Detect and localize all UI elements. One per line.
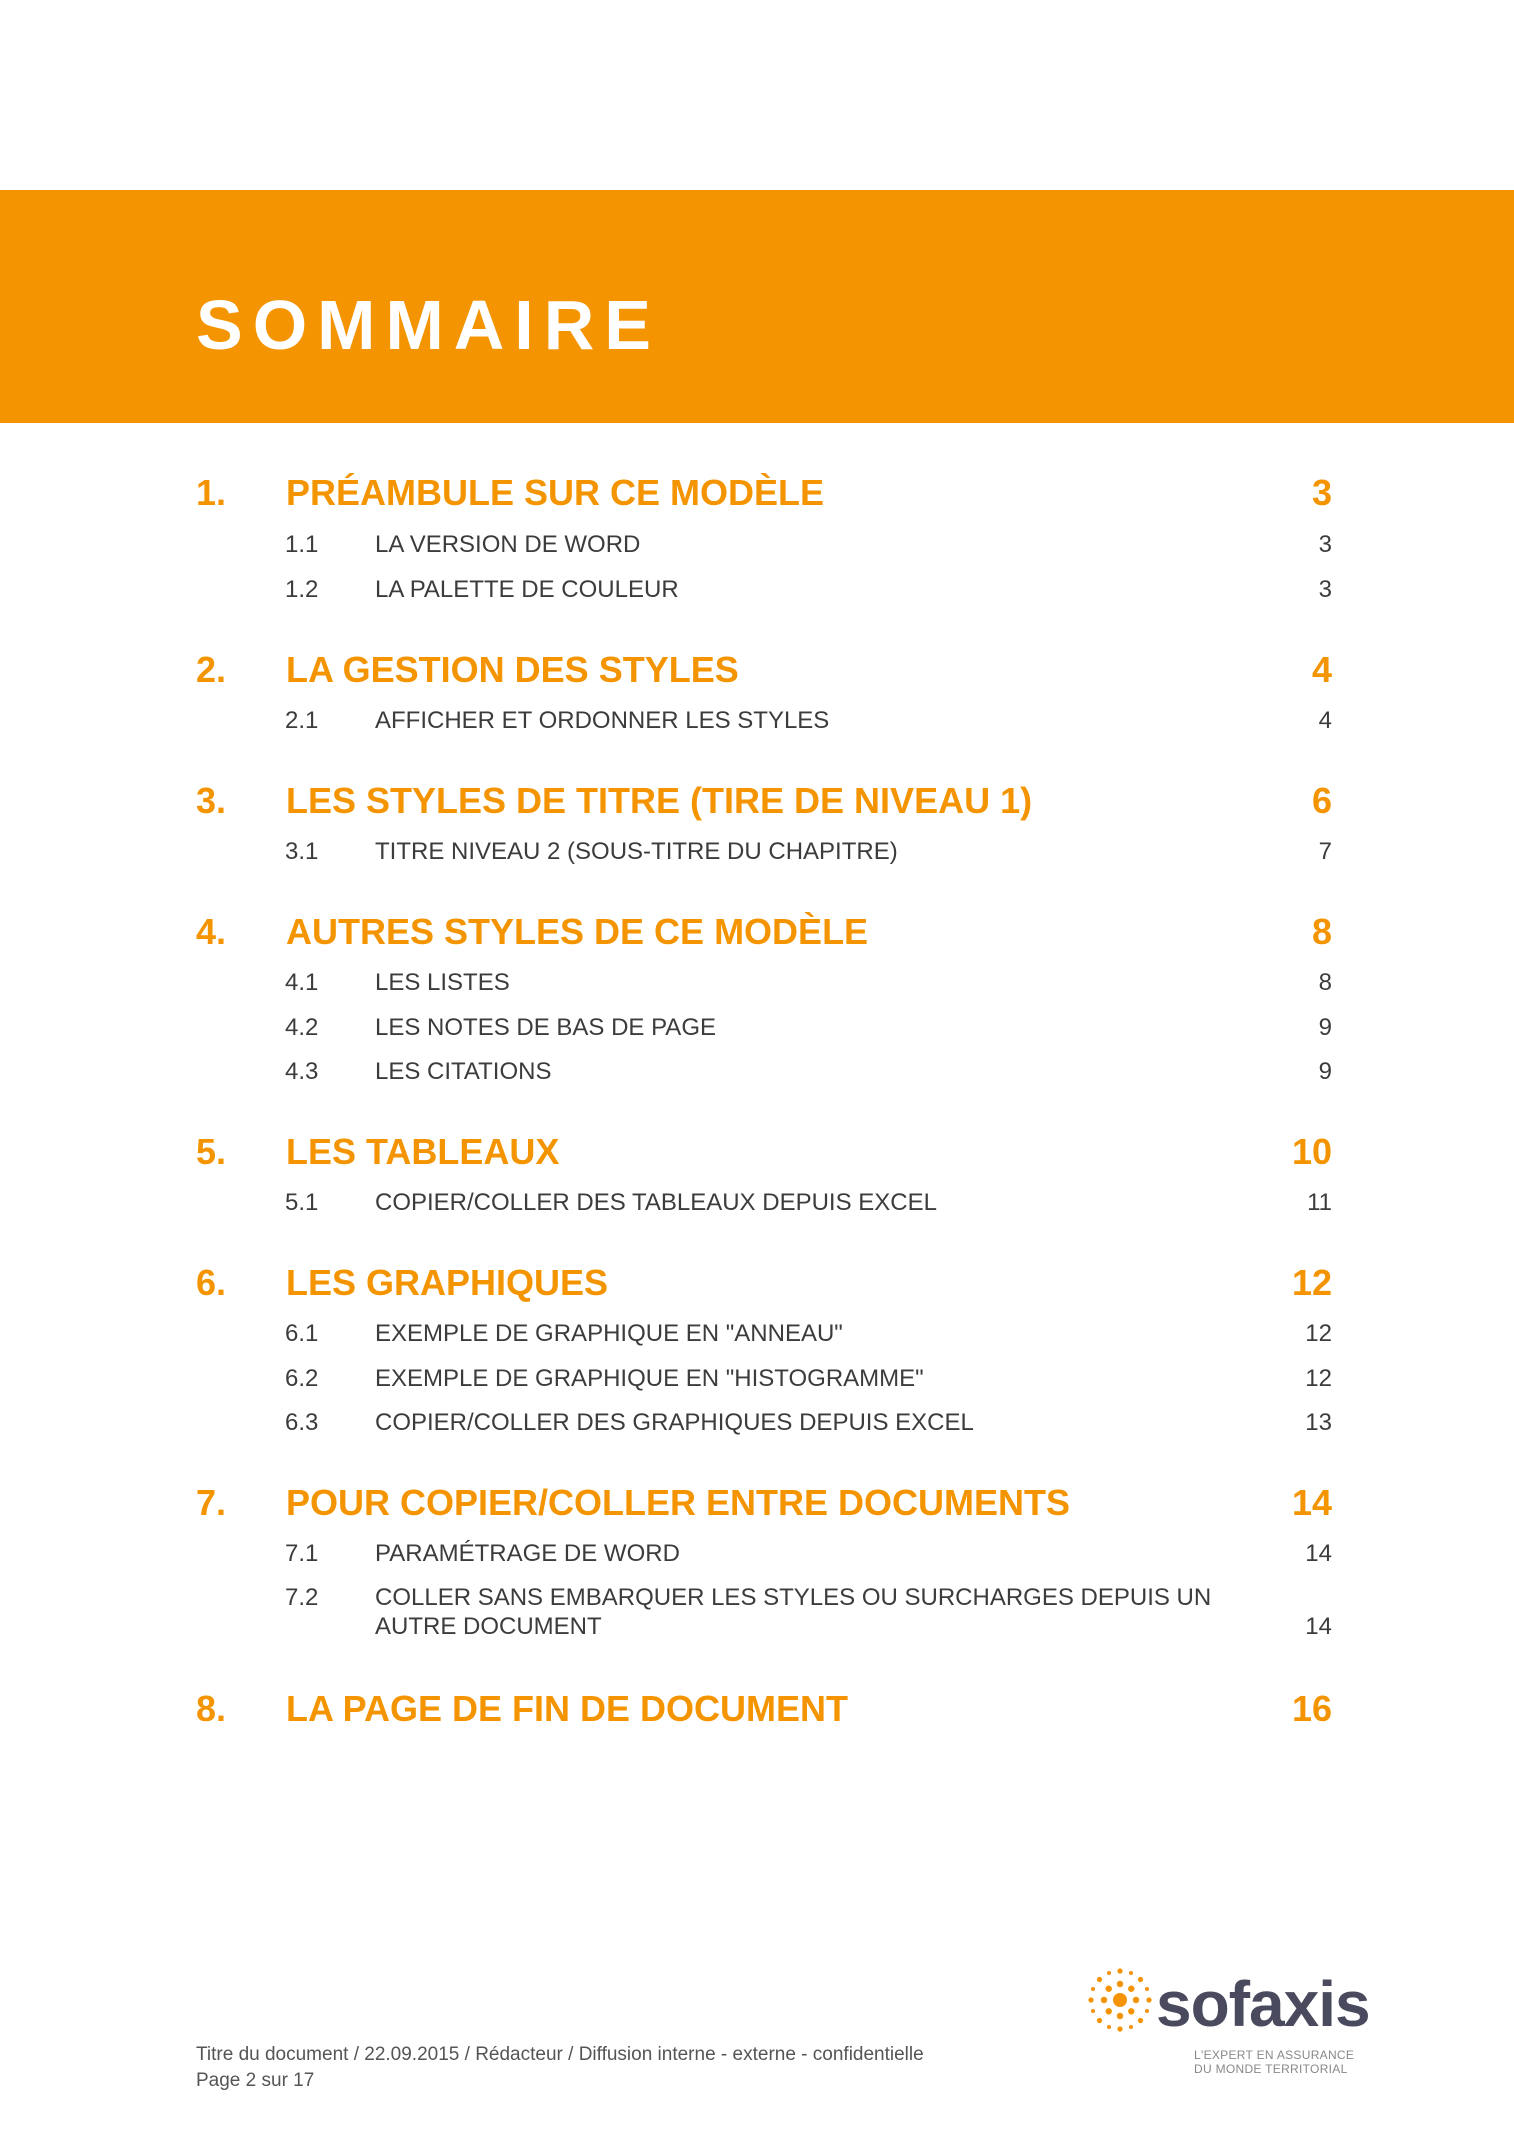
toc-section-2[interactable] xyxy=(0,645,1514,695)
toc-subsection-page: 3 xyxy=(1318,576,1332,603)
toc-subsection-title: LES NOTES DE BAS DE PAGE xyxy=(375,1014,716,1041)
toc-subsection-number: 7.1 xyxy=(285,1540,319,1567)
toc-section-page: 16 xyxy=(1291,1688,1332,1729)
toc-section-page: 6 xyxy=(1311,780,1332,821)
toc-subsection-4-2[interactable] xyxy=(0,1013,1514,1042)
toc-subsection-page: 12 xyxy=(1305,1320,1332,1347)
toc-subsection-5-1[interactable] xyxy=(0,1188,1514,1217)
toc-section-6[interactable] xyxy=(0,1258,1514,1308)
toc-section-number: 4. xyxy=(196,911,227,952)
toc-section-4[interactable] xyxy=(0,907,1514,957)
toc-subsection-title: LES LISTES xyxy=(375,969,510,996)
toc-subsection-page: 9 xyxy=(1318,1014,1332,1041)
toc-section-page: 10 xyxy=(1291,1131,1332,1172)
toc-section-page: 14 xyxy=(1291,1482,1332,1523)
toc-section-title: LES STYLES DE TITRE (TIRE DE NIVEAU 1) xyxy=(286,780,1033,821)
toc-subsection-number: 2.1 xyxy=(285,707,319,734)
footer-page-number: Page 2 sur 17 xyxy=(196,2070,315,2091)
toc-subsection-number: 1.1 xyxy=(285,531,319,558)
toc-subsection-number: 6.3 xyxy=(285,1409,319,1436)
toc-subsection-1-2[interactable] xyxy=(0,575,1514,604)
toc-subsection-title: TITRE NIVEAU 2 (SOUS-TITRE DU CHAPITRE) xyxy=(375,838,898,865)
footer-document-info: Titre du document / 22.09.2015 / Rédacteur / Diffusion interne - externe - confidentielle xyxy=(196,2044,924,2065)
toc-subsection-4-1[interactable] xyxy=(0,968,1514,997)
toc-subsection-page: 13 xyxy=(1305,1409,1332,1436)
toc-subsection-4-3[interactable] xyxy=(0,1057,1514,1086)
toc-section-title: POUR COPIER/COLLER ENTRE DOCUMENTS xyxy=(286,1482,1071,1523)
toc-subsection-page: 3 xyxy=(1318,531,1332,558)
toc-section-number: 2. xyxy=(196,649,227,690)
toc-subsection-title: COPIER/COLLER DES GRAPHIQUES DEPUIS EXCEL xyxy=(375,1409,974,1436)
logo-tagline: DU MONDE TERRITORIAL xyxy=(1194,2062,1348,2076)
toc-subsection-title: PARAMÉTRAGE DE WORD xyxy=(375,1540,680,1567)
toc-section-title: LA PAGE DE FIN DE DOCUMENT xyxy=(286,1688,849,1729)
toc-subsection-page: 11 xyxy=(1307,1189,1332,1216)
toc-section-title: PRÉAMBULE SUR CE MODÈLE xyxy=(286,472,825,513)
toc-subsection-title: COLLER SANS EMBARQUER LES STYLES OU SURCHARGES DEPUIS UN AUTRE DOCUMENT xyxy=(375,1584,1212,1640)
toc-section-1[interactable] xyxy=(0,468,1514,518)
page-title: SOMMAIRE xyxy=(196,286,661,364)
toc-subsection-number: 4.3 xyxy=(285,1058,319,1085)
toc-subsection-number: 7.2 xyxy=(285,1584,319,1611)
toc-subsection-6-1[interactable] xyxy=(0,1319,1514,1348)
toc-subsection-3-1[interactable] xyxy=(0,837,1514,866)
toc-subsection-page: 14 xyxy=(1305,1540,1332,1567)
toc-subsection-number: 5.1 xyxy=(285,1189,319,1216)
toc-section-page: 3 xyxy=(1311,472,1332,513)
toc-subsection-number: 1.2 xyxy=(285,576,319,603)
sun-logo-icon xyxy=(1082,1962,1158,2038)
toc-section-page: 12 xyxy=(1291,1262,1332,1303)
toc-subsection-page: 7 xyxy=(1318,838,1332,865)
toc-section-5[interactable] xyxy=(0,1127,1514,1177)
toc-subsection-number: 4.2 xyxy=(285,1014,319,1041)
toc-subsection-title: EXEMPLE DE GRAPHIQUE EN "ANNEAU" xyxy=(375,1320,843,1347)
toc-section-page: 4 xyxy=(1311,649,1332,690)
toc-section-title: LES TABLEAUX xyxy=(286,1131,560,1172)
toc-section-title: LES GRAPHIQUES xyxy=(286,1262,609,1303)
toc-subsection-6-2[interactable] xyxy=(0,1364,1514,1393)
toc-subsection-number: 6.2 xyxy=(285,1365,319,1392)
toc-subsection-page: 12 xyxy=(1305,1365,1332,1392)
toc-subsection-2-1[interactable] xyxy=(0,706,1514,735)
toc-subsection-7-2[interactable] xyxy=(0,1583,1514,1641)
toc-section-3[interactable] xyxy=(0,776,1514,826)
toc-subsection-number: 6.1 xyxy=(285,1320,319,1347)
toc-subsection-number: 4.1 xyxy=(285,969,319,996)
toc-subsection-page: 4 xyxy=(1318,707,1332,734)
toc-section-number: 8. xyxy=(196,1688,227,1729)
toc-subsection-title: EXEMPLE DE GRAPHIQUE EN "HISTOGRAMME" xyxy=(375,1365,924,1392)
toc-subsection-title: AFFICHER ET ORDONNER LES STYLES xyxy=(375,707,830,734)
toc-section-title: LA GESTION DES STYLES xyxy=(286,649,739,690)
toc-subsection-page: 14 xyxy=(1305,1613,1332,1640)
toc-subsection-page: 8 xyxy=(1318,969,1332,996)
toc-section-page: 8 xyxy=(1311,911,1332,952)
toc-section-number: 5. xyxy=(196,1131,227,1172)
toc-subsection-title: LA VERSION DE WORD xyxy=(375,531,641,558)
toc-section-number: 7. xyxy=(196,1482,227,1523)
toc-subsection-title: LES CITATIONS xyxy=(375,1058,552,1085)
toc-subsection-title: LA PALETTE DE COULEUR xyxy=(375,576,679,603)
toc-subsection-page: 9 xyxy=(1318,1058,1332,1085)
toc-section-number: 6. xyxy=(196,1262,227,1303)
logo-tagline: L'EXPERT EN ASSURANCE xyxy=(1194,2048,1355,2062)
toc-subsection-number: 3.1 xyxy=(285,838,319,865)
toc-section-8[interactable] xyxy=(0,1684,1514,1734)
logo-wordmark: sofaxis xyxy=(1156,1968,1370,2040)
toc-subsection-title: COPIER/COLLER DES TABLEAUX DEPUIS EXCEL xyxy=(375,1189,937,1216)
toc-section-number: 3. xyxy=(196,780,227,821)
toc-subsection-7-1[interactable] xyxy=(0,1539,1514,1568)
toc-section-7[interactable] xyxy=(0,1478,1514,1528)
toc-subsection-1-1[interactable] xyxy=(0,530,1514,559)
toc-section-title: AUTRES STYLES DE CE MODÈLE xyxy=(286,911,869,952)
toc-subsection-6-3[interactable] xyxy=(0,1408,1514,1437)
toc-section-number: 1. xyxy=(196,472,227,513)
